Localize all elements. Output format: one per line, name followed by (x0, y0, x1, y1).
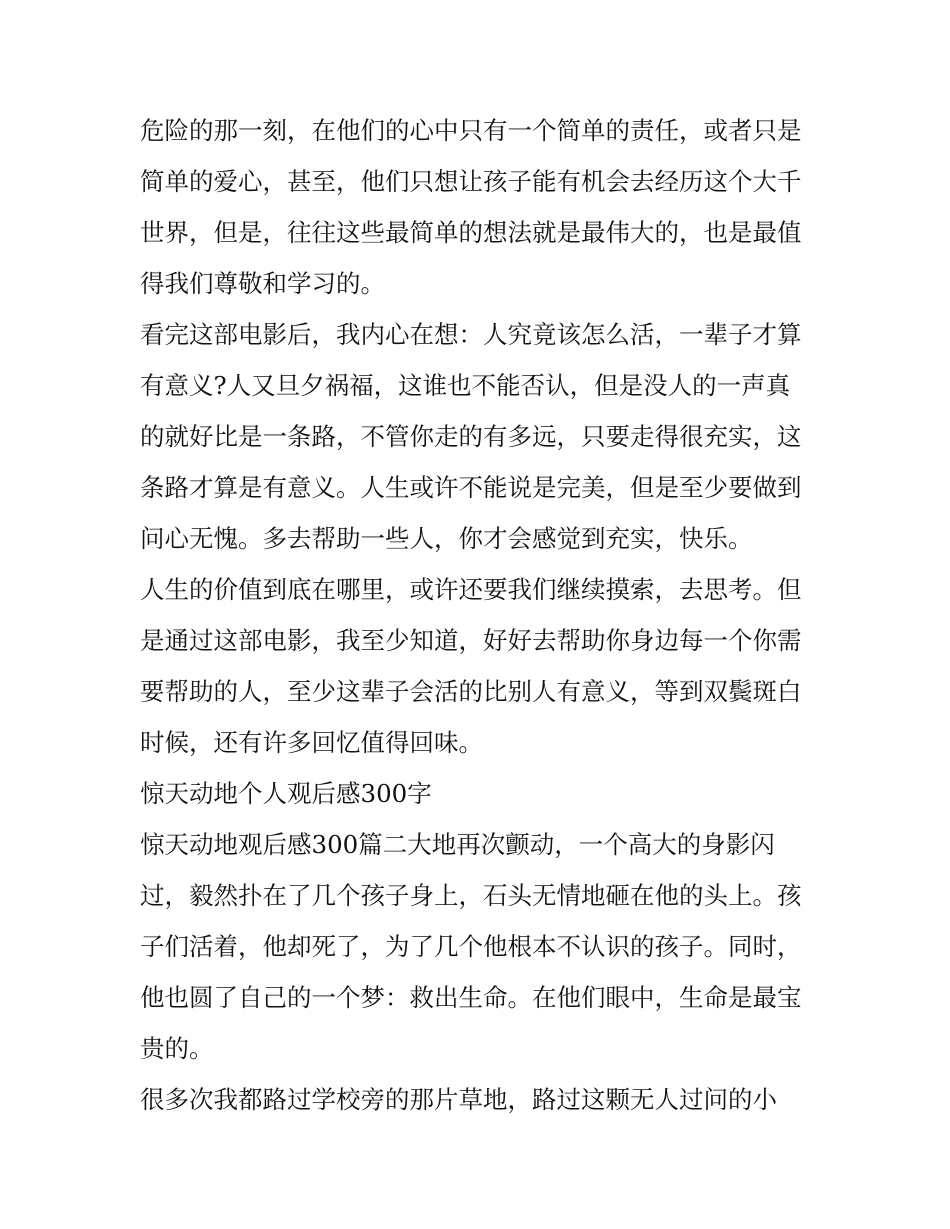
text-line: 条路才算是有意义。人生或许不能说是完美，但是至少要做到 (140, 473, 802, 502)
text-line: 简单的爱心，甚至，他们只想让孩子能有机会去经历这个大千 (140, 167, 802, 196)
text-line: 很多次我都路过学校旁的那片草地，路过这颗无人过问的小 (140, 1085, 777, 1114)
text-line: 人生的价值到底在哪里，或许还要我们继续摸索，去思考。但 (140, 575, 802, 604)
text-line: 贵的。 (140, 1034, 214, 1063)
text-line: 子们活着，他却死了，为了几个他根本不认识的孩子。同时， (140, 932, 802, 961)
text-line: 世界，但是，往往这些最简单的想法就是最伟大的，也是最值 (140, 218, 802, 247)
text-line: 过，毅然扑在了几个孩子身上，石头无情地砸在他的头上。孩 (140, 881, 802, 910)
text-line: 惊天动地观后感300篇二大地再次颤动，一个高大的身影闪 (140, 830, 775, 859)
text-line: 要帮助的人，至少这辈子会活的比别人有意义，等到双鬓斑白 (140, 677, 802, 706)
text-line: 是通过这部电影，我至少知道，好好去帮助你身边每一个你需 (140, 626, 802, 655)
text-line: 他也圆了自己的一个梦：救出生命。在他们眼中，生命是最宝 (140, 983, 802, 1012)
document-body (140, 105, 820, 1125)
text-line: 有意义?人又旦夕祸福，这谁也不能否认，但是没人的一声真 (140, 371, 791, 400)
text-line: 得我们尊敬和学习的。 (140, 269, 385, 298)
text-line: 时候，还有许多回忆值得回味。 (140, 728, 483, 757)
text-line: 的就好比是一条路，不管你走的有多远，只要走得很充实，这 (140, 422, 802, 451)
text-line: 危险的那一刻，在他们的心中只有一个简单的责任，或者只是 (140, 116, 802, 145)
section-heading: 惊天动地个人观后感300字 (140, 779, 432, 808)
text-line: 问心无愧。多去帮助一些人，你才会感觉到充实，快乐。 (140, 524, 753, 553)
text-line: 看完这部电影后，我内心在想：人究竟该怎么活，一辈子才算 (140, 320, 802, 349)
